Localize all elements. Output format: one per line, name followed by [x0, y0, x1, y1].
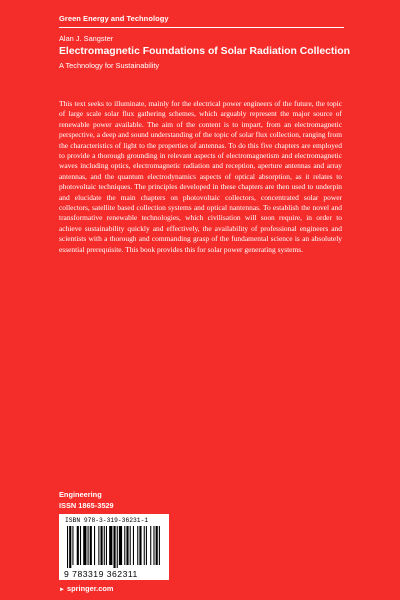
publisher-url: springer.com — [67, 584, 114, 593]
barcode-bar — [106, 526, 107, 565]
barcode-bar — [109, 526, 112, 565]
barcode-bar — [77, 526, 79, 565]
barcode-bar — [156, 526, 158, 565]
barcode-bar — [130, 526, 131, 565]
book-subtitle: A Technology for Sustainability — [59, 61, 160, 70]
barcode-icon — [67, 526, 161, 568]
barcode-bar — [80, 526, 81, 565]
barcode-bar — [104, 526, 105, 565]
barcode-bar — [139, 526, 141, 565]
series-name: Green Energy and Technology — [59, 14, 169, 23]
barcode-bar — [133, 526, 134, 565]
barcode-bar — [100, 526, 102, 565]
author-name: Alan J. Sangster — [59, 34, 114, 43]
barcode-bar — [144, 526, 145, 565]
barcode-bar — [72, 526, 73, 565]
barcode-bar — [83, 526, 86, 565]
book-title: Electromagnetic Foundations of Solar Radiation Collection — [59, 46, 350, 57]
barcode-bar — [119, 526, 122, 565]
barcode-bar — [153, 526, 154, 565]
publisher-link[interactable] — [59, 584, 113, 593]
barcode-bar — [146, 526, 147, 565]
arrow-right-icon: ► — [59, 587, 65, 593]
barcode-bar — [150, 526, 151, 565]
barcode-bar — [67, 526, 68, 568]
header-divider — [59, 27, 344, 28]
barcode-panel — [59, 514, 169, 580]
barcode-bar — [113, 526, 115, 568]
isbn-text: ISBN 978-3-319-36231-1 — [65, 517, 149, 524]
barcode-bar — [137, 526, 138, 565]
barcode-bar — [90, 526, 92, 565]
barcode-bar — [159, 526, 160, 565]
barcode-bar — [126, 526, 128, 565]
back-cover-description: This text seeks to illuminate, mainly for the electrical power engineers of the future, the topic of large scale solar flux gathering schemes, which arguably represent the major source of renewable power available. The aim of the content is to impart, from an electromagnetic perspective, a deep and sound understanding of the topic of solar flux collection, ranging from the characteristics of light to the properties of antennas. To do this five chapters are employed to provide a thorough grounding in relevant aspects of electromagnetism and electromagnetic waves including optics, electromagnetic radiation and reception, aperture antennas and array antennas, and the quantum electrodynamics aspects of optical absorption, as it relates to photovoltaic techniques. The principles developed in these chapters are then used to underpin and elucidate the main chapters on photovoltaic collectors, concentrated solar power collectors, satellite based collection systems and optical nantennas. To establish the novel and transformative renewable technologies, which civilisation will soon require, in order to achieve sustainability quickly and effectively, the availability of professional engineers and scientists with a thorough and commanding grasp of the fundamental science is an absolutely essential prerequisite. This book provides this for solar power generating systems. — [59, 99, 342, 254]
barcode-bar — [98, 526, 99, 565]
barcode-bar — [88, 526, 89, 565]
discipline-label: Engineering — [59, 490, 102, 499]
barcode-bar — [94, 526, 95, 565]
barcode-bar — [124, 526, 125, 565]
barcode-digits: 9 783319 362311 — [64, 569, 138, 579]
issn-label: ISSN 1865-3529 — [59, 501, 114, 510]
barcode-bar — [69, 526, 71, 568]
barcode-bar — [117, 526, 118, 568]
